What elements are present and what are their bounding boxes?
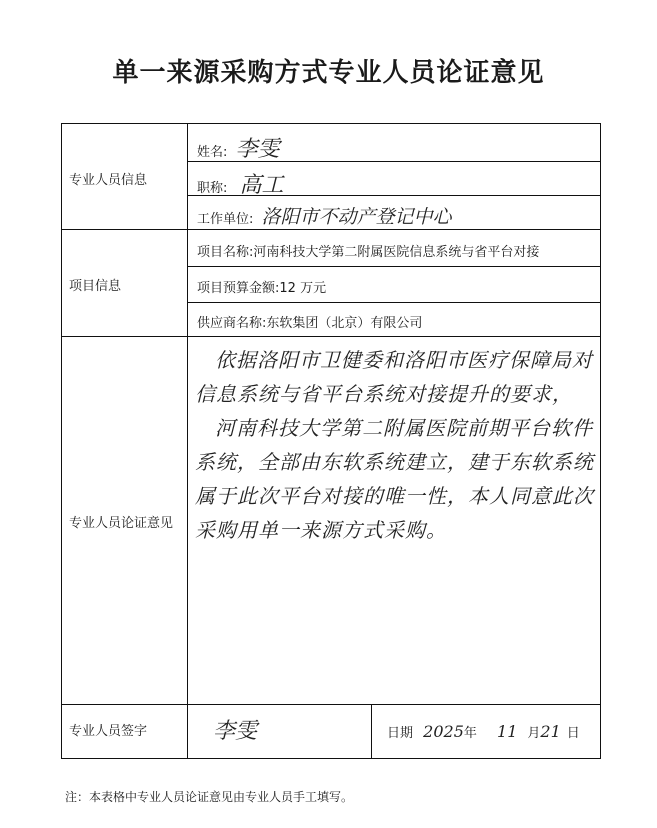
project-name-value: 河南科技大学第二附属医院信息系统与省平台对接 <box>253 245 540 260</box>
table-divider <box>61 704 601 705</box>
date-month: 11 <box>497 722 518 741</box>
table-divider <box>187 266 601 267</box>
date-field <box>387 722 580 741</box>
section-label-opinion: 专业人员论证意见 <box>69 516 174 531</box>
signature-value: 李雯 <box>213 719 258 744</box>
project-budget-field <box>197 277 326 296</box>
date-year: 2025 <box>423 722 464 741</box>
section-label-project-info: 项目信息 <box>69 279 122 294</box>
table-divider <box>187 123 188 759</box>
date-day-unit: 日 <box>566 726 580 741</box>
table-divider <box>371 704 372 759</box>
title-label: 职称: <box>197 181 228 196</box>
project-name-label: 项目名称: <box>197 245 254 260</box>
footnote: 注：本表格中专业人员论证意见由专业人员手工填写。 <box>65 790 354 804</box>
opinion-paragraph: 依据洛阳市卫健委和洛阳市医疗保障局对信息系统与省平台系统对接提升的要求， <box>195 348 593 406</box>
project-name-field <box>197 241 539 260</box>
table-divider <box>61 229 601 230</box>
unit-field <box>197 202 452 229</box>
title-value: 高工 <box>239 173 284 198</box>
supplier-label: 供应商名称: <box>197 316 267 331</box>
page-title: 单一来源采购方式专业人员论证意见 <box>112 58 545 88</box>
opinion-text <box>195 343 599 547</box>
project-budget-value: 12 万元 <box>279 281 327 296</box>
supplier-value: 东软集团（北京）有限公司 <box>266 316 423 331</box>
section-label-expert-info: 专业人员信息 <box>69 173 148 188</box>
name-label: 姓名: <box>197 145 228 160</box>
section-label-signature: 专业人员签字 <box>69 724 148 739</box>
table-divider <box>61 336 601 337</box>
project-budget-label: 项目预算金额: <box>197 281 280 296</box>
date-month-unit: 月 <box>527 726 541 741</box>
name-value: 李雯 <box>235 137 280 162</box>
table-divider <box>187 302 601 303</box>
supplier-field <box>197 312 422 331</box>
name-field <box>197 132 280 163</box>
date-year-unit: 年 <box>463 726 477 741</box>
unit-value: 洛阳市不动产登记中心 <box>261 206 452 228</box>
unit-label: 工作单位: <box>197 212 254 227</box>
title-field <box>197 168 284 199</box>
opinion-paragraph: 河南科技大学第二附属医院前期平台软件系统，全部由东软系统建立，建于东软系统属于此次平台对接的唯一性，本人同意此次采购用单一来源方式采购。 <box>195 416 594 542</box>
date-label: 日期 <box>387 726 414 741</box>
date-day: 21 <box>540 722 561 741</box>
